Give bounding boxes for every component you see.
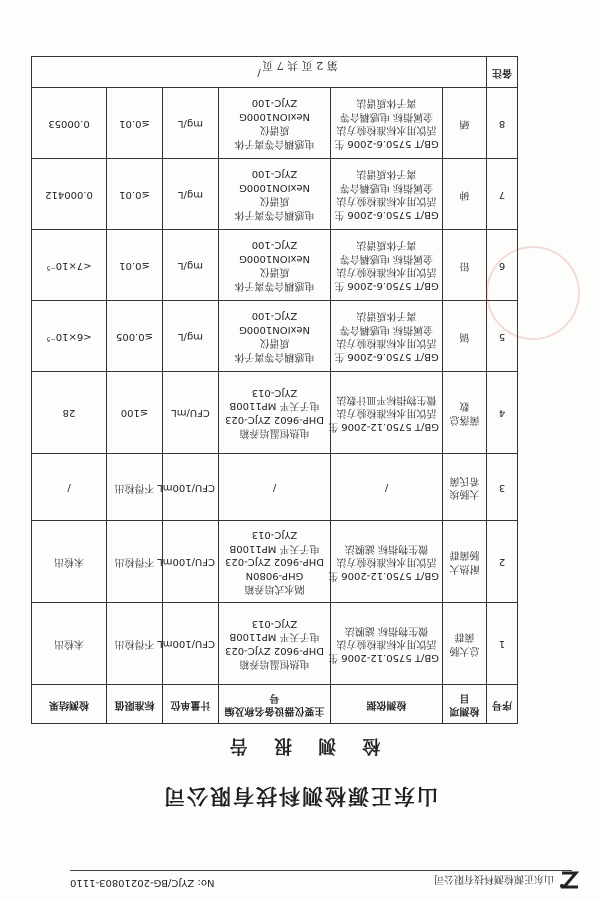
cell-result: <7×10⁻⁵	[32, 230, 107, 301]
cell-limit: ≤0.01	[107, 230, 163, 301]
cell-basis-line: 活饮用水标准检验方法	[336, 556, 437, 568]
cell-instrument	[219, 603, 331, 685]
cell-basis	[328, 372, 443, 454]
cell-basis	[331, 301, 443, 372]
table-header-row	[32, 685, 518, 724]
cell-basis-line: 活饮用水标准检验方法	[336, 124, 437, 136]
cell-basis-line: 微生物指标平皿计数法	[336, 393, 437, 405]
cell-limit: ≤0.01	[107, 159, 163, 230]
cell-basis-line: 离子体质谱法	[356, 97, 417, 109]
cell-no: 5	[487, 301, 518, 372]
cell-basis-line: 金属指标 电感耦合等	[339, 111, 434, 122]
cell-instrument-line: ZYJC-100	[251, 168, 298, 180]
cell-instrument	[219, 372, 331, 454]
cell-limit: 不得检出	[107, 454, 163, 521]
table-row	[32, 88, 518, 159]
cell-basis-line: 金属指标 电感耦合等	[339, 253, 434, 264]
cell-instrument-line: 质谱仪	[259, 124, 290, 136]
cell-no: 3	[487, 454, 518, 521]
cell-basis-line: GB/T 5750.6-2006 生	[334, 351, 439, 362]
cell-no: 8	[487, 88, 518, 159]
cell-instrument-line: 电子天平 MP1100B	[229, 400, 320, 412]
cell-basis-line: GB/T 5750.12-2006 生	[328, 569, 439, 581]
cell-basis-line: GB/T 5750.6-2006 生	[334, 209, 439, 220]
cell-basis-line: 微生物指标 滤膜法	[344, 624, 429, 636]
cell-no: 6	[487, 230, 518, 301]
cell-instrument-line: /	[272, 481, 277, 493]
cell-instrument-line: 电感耦合等离子体	[234, 351, 315, 362]
cell-instrument-line: 电子天平 MP1100B	[229, 542, 320, 554]
cell-basis-line: 金属指标 电感耦合等	[339, 182, 434, 193]
cell-item: 砷	[443, 159, 487, 230]
cell-instrument-line: 质谱仪	[259, 337, 290, 349]
cell-unit: mg/L	[163, 301, 219, 372]
cell-instrument-line: 质谱仪	[259, 195, 290, 207]
table-row	[32, 301, 518, 372]
header-instrument: 主要仪器设备名称及编号	[219, 685, 331, 724]
header-limit: 标准限值	[107, 685, 163, 724]
cell-instrument-line: NexION1000G	[239, 182, 310, 193]
cell-unit: CFU/100mL	[163, 454, 219, 521]
report-number: No: ZYJC/BG-2021080З-1110	[70, 877, 215, 888]
test-results-table	[31, 56, 518, 724]
cell-instrument-line: 质谱仪	[259, 266, 290, 278]
cell-item: 菌落总数	[443, 372, 487, 454]
cell-limit: ≤0.01	[107, 88, 163, 159]
cell-unit: mg/L	[163, 230, 219, 301]
company-logo-icon	[558, 868, 582, 892]
table-row	[32, 372, 518, 454]
cell-basis	[331, 88, 443, 159]
cell-instrument	[219, 301, 331, 372]
header-result: 检测结果	[32, 685, 107, 724]
cell-instrument-line: ZYJC-100	[251, 239, 298, 251]
cell-item: 镉	[443, 301, 487, 372]
cell-instrument-line: 电感耦合等离子体	[234, 280, 315, 291]
cell-item: 总大肠菌群	[443, 603, 487, 685]
cell-unit: CFU/100mL	[163, 521, 219, 603]
cell-basis-line: 微生物指标 滤膜法	[344, 542, 429, 554]
cell-instrument-line: NexION1000G	[239, 253, 310, 264]
cell-instrument-line: GHP-9080N	[245, 569, 304, 581]
remark-value: /	[32, 57, 487, 88]
cell-basis-line: 金属指标 电感耦合等	[339, 324, 434, 335]
cell-basis	[328, 521, 443, 603]
cell-instrument-line: ZYJC-013	[251, 529, 298, 541]
remark-label: 备注	[487, 57, 518, 88]
cell-basis-line: 离子体质谱法	[356, 168, 417, 180]
cell-instrument-line: 电热恒温培养箱	[239, 427, 310, 439]
cell-instrument	[219, 454, 331, 521]
cell-instrument-line: ZYJC-100	[251, 97, 298, 109]
cell-result: /	[32, 454, 107, 521]
cell-basis-line: 活饮用水标准检验方法	[336, 337, 437, 349]
cell-instrument-line: 电感耦合等离子体	[234, 138, 315, 149]
cell-basis-line: GB/T 5750.6-2006 生	[334, 280, 439, 291]
cell-limit: ≤100	[107, 372, 163, 454]
cell-limit: 不得检出	[107, 603, 163, 685]
cell-unit: mg/L	[163, 159, 219, 230]
cell-item: 铅	[443, 230, 487, 301]
cell-basis	[328, 603, 443, 685]
cell-item: 耐热大肠菌群	[443, 521, 487, 603]
cell-basis	[331, 454, 443, 521]
cell-no: 4	[487, 372, 518, 454]
cell-basis	[331, 159, 443, 230]
cell-basis-line: GB/T 5750.12-2006 生	[328, 651, 439, 663]
report-title: 检 测 报 告	[219, 735, 381, 756]
cell-basis	[331, 230, 443, 301]
cell-limit: ≤0.005	[107, 301, 163, 372]
table-row	[32, 521, 518, 603]
seal-stamp	[486, 246, 580, 340]
cell-unit: CFU/mL	[163, 372, 219, 454]
page-number: 第 2 页 共 7 页	[262, 59, 338, 72]
cell-instrument-line: 隔水式培养箱	[244, 583, 305, 595]
table-row	[32, 603, 518, 685]
cell-result: 未检出	[32, 521, 107, 603]
cell-basis-line: GB/T 5750.6-2006 生	[334, 138, 439, 149]
table-body	[32, 57, 518, 685]
company-title: 山东正源检测科技有限公司	[162, 784, 438, 809]
cell-result: 0.00053	[32, 88, 107, 159]
header-no: 序号	[487, 685, 518, 724]
cell-result: <6×10⁻⁵	[32, 301, 107, 372]
cell-instrument	[219, 230, 331, 301]
cell-unit: CFU/100mL	[163, 603, 219, 685]
cell-basis-line: 离子体质谱法	[356, 310, 417, 322]
cell-no: 7	[487, 159, 518, 230]
table-row	[32, 159, 518, 230]
cell-item: 大肠埃希氏菌	[443, 454, 487, 521]
cell-instrument	[219, 159, 331, 230]
table-row	[32, 230, 518, 301]
cell-basis-line: 活饮用水标准检验方法	[336, 638, 437, 650]
cell-result: 0.000412	[32, 159, 107, 230]
header-item: 检测项目	[443, 685, 487, 724]
cell-basis-line: 离子体质谱法	[356, 239, 417, 251]
cell-instrument-line: DHP-9602 ZYJC-023	[225, 556, 324, 568]
cell-instrument-line: 电子天平 MP1100B	[229, 631, 320, 643]
cell-result: 28	[32, 372, 107, 454]
cell-basis-line: GB/T 5750.12-2006 生	[328, 420, 439, 432]
cell-instrument-line: ZYJC-100	[251, 310, 298, 322]
cell-result: 未检出	[32, 603, 107, 685]
cell-basis-line: /	[384, 481, 389, 493]
cell-no: 1	[487, 603, 518, 685]
table-row	[32, 454, 518, 521]
cell-instrument-line: 电感耦合等离子体	[234, 209, 315, 220]
cell-instrument-line: NexION1000G	[239, 111, 310, 122]
cell-instrument-line: 电热恒温培养箱	[239, 658, 310, 670]
cell-limit: 不得检出	[107, 521, 163, 603]
cell-no: 2	[487, 521, 518, 603]
cell-item: 硒	[443, 88, 487, 159]
cell-basis-line: 活饮用水标准检验方法	[336, 407, 437, 419]
header-divider	[70, 870, 572, 871]
header-unit: 计量单位	[163, 685, 219, 724]
cell-instrument-line: ZYJC-013	[251, 618, 298, 629]
header-company-name: 山东正源检测科技有限公司	[434, 873, 554, 884]
cell-instrument	[219, 88, 331, 159]
cell-unit: mg/L	[163, 88, 219, 159]
cell-instrument	[219, 521, 331, 603]
header-basis: 检测依据	[331, 685, 443, 724]
cell-instrument-line: ZYJC-013	[251, 387, 298, 398]
cell-instrument-line: DHP-9602 ZYJC-023	[225, 414, 324, 425]
cell-basis-line: 活饮用水标准检验方法	[336, 266, 437, 278]
cell-instrument-line: DHP-9602 ZYJC-023	[225, 645, 324, 656]
cell-basis-line: 活饮用水标准检验方法	[336, 195, 437, 207]
cell-instrument-line: NexION1000G	[239, 324, 310, 335]
